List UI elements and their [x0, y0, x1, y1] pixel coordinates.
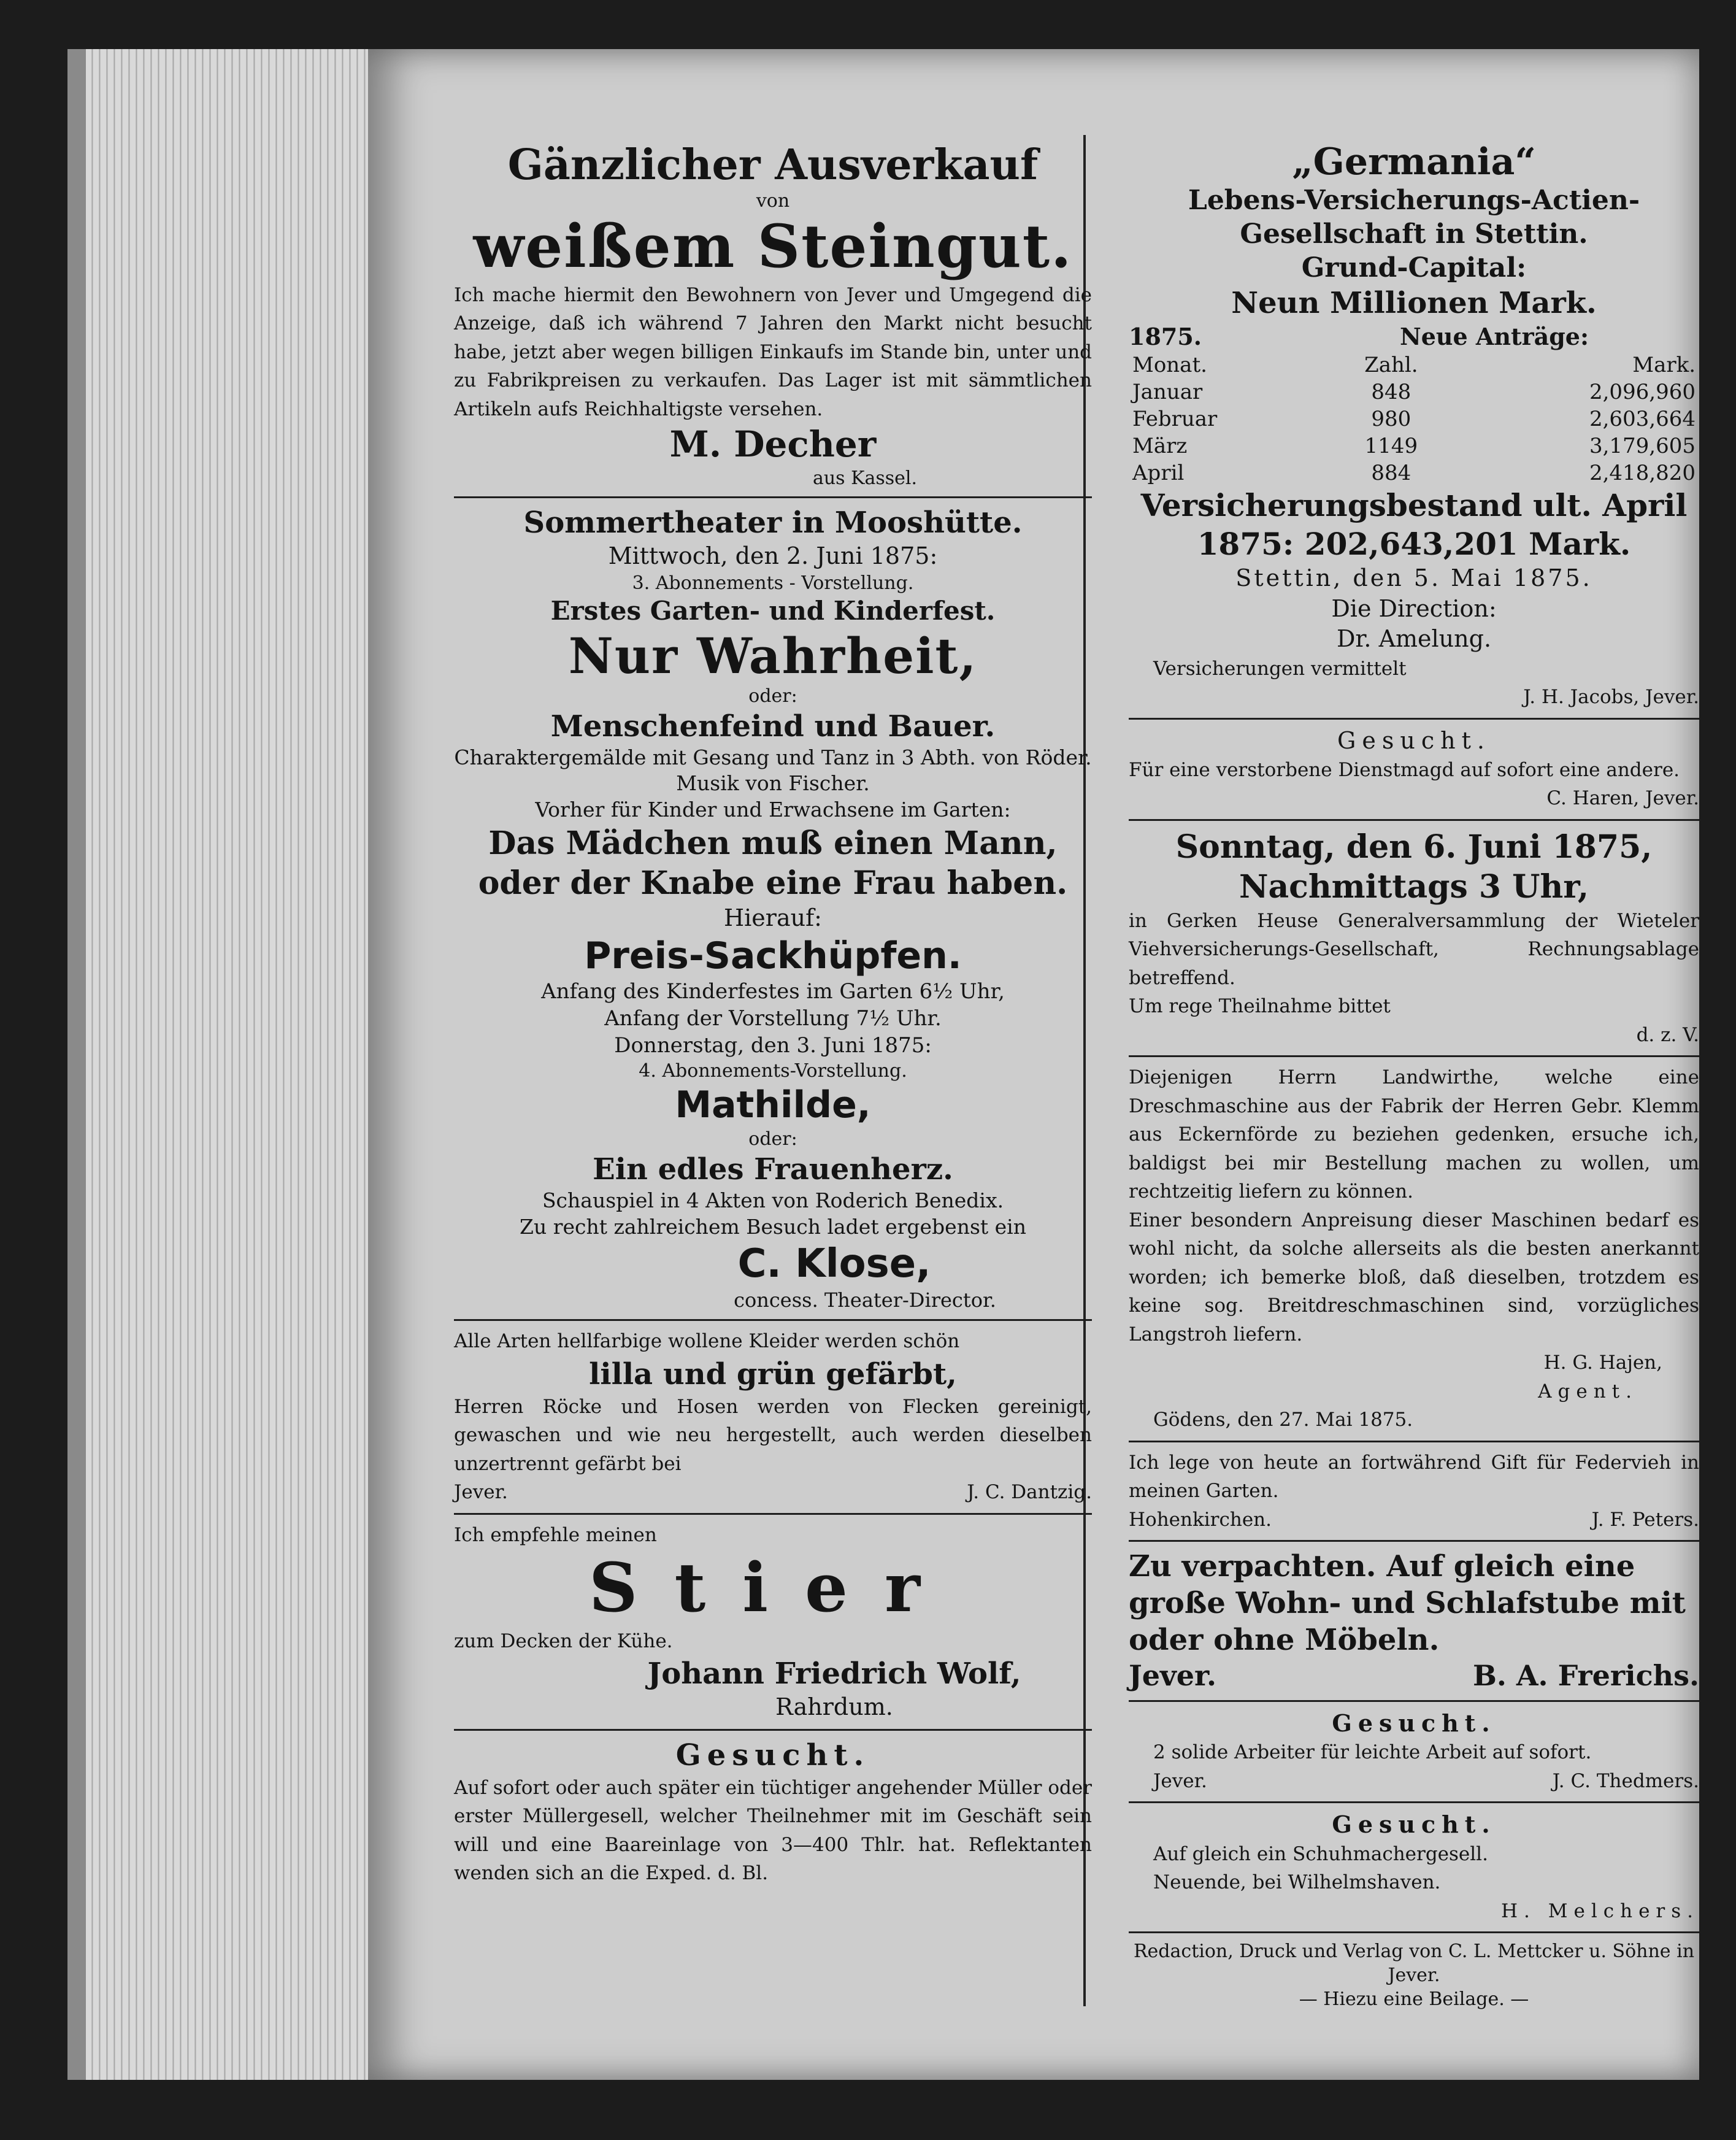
date-line-2: Donnerstag, den 3. Juni 1875: [614, 1033, 932, 1058]
ad-place: Jever. [1153, 1769, 1207, 1792]
ad-place: Jever. [454, 1481, 508, 1504]
divider [1129, 1055, 1699, 1057]
table-cell: April [1132, 461, 1185, 486]
table-cell: 848 [1371, 380, 1411, 405]
divider [1129, 1931, 1699, 1933]
ad-connector: von [756, 190, 790, 212]
ad-title: Sonntag, den 6. Juni 1875, Nachmittags 3 Uhr, [1175, 828, 1653, 906]
start-time-2: Anfang der Vorstellung 7½ Uhr. [604, 1006, 942, 1031]
divider [454, 1729, 1092, 1731]
ad-steingut [454, 141, 1092, 490]
ad-name: C. Haren, Jever. [1546, 787, 1699, 810]
ad-gesucht-arbeiter [1129, 1708, 1699, 1795]
ad-title: Gesucht. [675, 1738, 870, 1772]
ad-text: Diejenigen Herrn Landwirthe, welche eine Dreschmaschine aus der Fabrik der Herren Gebr. Klemm aus Eckernförde zu beziehen gedenken, ersuche ich, baldigst bei mir Bestellung machen zu wollen, um rechtzeitig liefern zu können. [1129, 1066, 1699, 1203]
table-row [1129, 379, 1699, 406]
table-cell: Januar [1132, 380, 1203, 405]
table-cell: 2,096,960 [1589, 380, 1696, 405]
right-column [1129, 141, 1699, 2011]
divider [1129, 1801, 1699, 1803]
ad-name: M. Decher [669, 423, 877, 466]
divider [454, 1319, 1092, 1321]
capital-value: Neun Millionen Mark. [1231, 286, 1597, 320]
table-row [1129, 406, 1699, 433]
table-cell: Februar [1132, 407, 1218, 432]
ad-name: J. C. Thedmers. [1552, 1769, 1699, 1792]
ad-intro: Ich empfehle meinen [454, 1523, 657, 1546]
oder-line: oder: [748, 685, 797, 707]
ad-signature [1129, 1506, 1699, 1534]
agent-name: J. H. Jacobs, Jever. [1523, 686, 1699, 709]
ad-germania [1129, 141, 1699, 712]
show-title-2: Preis-Sackhüpfen. [584, 934, 962, 977]
ad-text: 2 solide Arbeiter für leichte Arbeit auf sofort. [1153, 1741, 1592, 1764]
ad-title: Gänzlicher Ausverkauf [507, 140, 1039, 190]
ad-signature [454, 1478, 1092, 1507]
director-name: C. Klose, [737, 1241, 931, 1287]
table-row [1129, 460, 1699, 487]
director-name: Dr. Amelung. [1336, 625, 1492, 653]
director-role: concess. Theater-Director. [734, 1288, 996, 1312]
divider [1129, 1441, 1699, 1442]
table-cell: 980 [1371, 407, 1411, 432]
newspaper-page [368, 49, 1699, 2080]
play-description-2: Schauspiel in 4 Akten von Roderich Benedix. [542, 1188, 1004, 1213]
ad-subtitle: Lebens-Versicherungs-Actien-Gesellschaft in Stettin. [1188, 185, 1640, 250]
stats-header [1129, 321, 1699, 352]
ad-subtitle: weißem Steingut. [473, 212, 1073, 282]
book-page-edges [67, 49, 399, 2080]
ad-closing: Um rege Theilnahme bittet [1129, 995, 1391, 1018]
before-line: Vorher für Kinder und Erwachsene im Garten: [535, 798, 1011, 822]
ad-gesucht-magd [1129, 726, 1699, 813]
play-title-2: Mathilde, [675, 1083, 871, 1127]
dateline: Stettin, den 5. Mai 1875. [1235, 564, 1592, 592]
play-subtitle-2: Ein edles Frauenherz. [593, 1152, 953, 1187]
ad-versammlung [1129, 827, 1699, 1050]
ad-signature [1129, 1767, 1699, 1796]
ad-text: Auf gleich ein Schuhmachergesell. [1153, 1842, 1488, 1865]
ad-dateline: Gödens, den 27. Mai 1875. [1153, 1409, 1413, 1431]
capital-label: Grund-Capital: [1301, 252, 1527, 283]
ad-headline: lilla und grün gefärbt, [589, 1357, 957, 1391]
ad-verpachten [1129, 1548, 1699, 1694]
column-header: Zahl. [1364, 353, 1418, 378]
ad-text: Für eine verstorbene Dienstmagd auf sofort eine andere. [1129, 758, 1680, 781]
table-cell: 884 [1371, 461, 1411, 486]
ad-text-2: Einer besondern Anpreisung dieser Maschinen bedarf es wohl nicht, da solche allerseits als die besten anerkannt worden; ich bemerke bloß, daß dieselben, trotzdem es keine sog. Breitdreschmaschinen sind, vorzügliches Langstroh liefern. [1129, 1209, 1699, 1345]
stock-line: Versicherungsbestand ult. April 1875: 202,643,201 Mark. [1140, 487, 1688, 562]
divider [1129, 819, 1699, 821]
ad-name: H. G. Hajen, [1543, 1352, 1662, 1374]
ad-text: Auf sofort oder auch später ein tüchtiger angehender Müller oder erster Müllergesell, welcher Theilnehmer mit im Geschäft sein will und eine Baareinlage von 3—400 Thlr. hat. Reflektanten wenden sich an die Exped. d. Bl. [454, 1776, 1092, 1885]
invite-line: Zu recht zahlreichem Besuch ladet ergebenst ein [520, 1215, 1026, 1239]
oder-line-2: oder: [748, 1128, 797, 1150]
imprint [1129, 1939, 1699, 2011]
ad-text: in Gerken Heuse Generalversammlung der Wieteler Viehversicherungs-Gesellschaft, Rechnungsablage betreffend. [1129, 909, 1699, 989]
table-cell: 3,179,605 [1589, 434, 1696, 459]
ad-origin: aus Kassel. [812, 467, 918, 489]
ad-title: Gesucht. [1337, 726, 1491, 754]
show-title: Das Mädchen muß einen Mann, oder der Knabe eine Frau haben. [478, 825, 1068, 903]
date-line: Mittwoch, den 2. Juni 1875: [608, 542, 938, 569]
table-cell: März [1132, 434, 1188, 459]
divider [1129, 718, 1699, 720]
performance-line: 3. Abonnements - Vorstellung. [632, 572, 914, 595]
ad-title: Gesucht. [1332, 1811, 1496, 1839]
stats-label: Neue Anträge: [1399, 323, 1589, 350]
ad-name: H. Melchers. [1501, 1899, 1699, 1922]
divider [454, 1513, 1092, 1515]
agent-label: Versicherungen vermittelt [1153, 657, 1407, 680]
ad-text-2: Herren Röcke und Hosen werden von Flecken gereinigt, gewaschen und wie neu hergestellt, auch werden dieselben unzertrennt gefärbt bei [454, 1395, 1092, 1475]
left-column [454, 141, 1092, 1888]
ad-dreschmaschine [1129, 1063, 1699, 1434]
ad-headline: Zu verpachten. Auf gleich eine große Wohn- und Schlafstube mit oder ohne Möbeln. [1129, 1549, 1686, 1658]
stats-year: 1875. [1129, 323, 1202, 350]
ad-title: Sommertheater in Mooshütte. [523, 505, 1023, 540]
ad-name: J. F. Peters. [1591, 1508, 1699, 1531]
ad-title: „Germania“ [1292, 140, 1536, 183]
imprint-line: Redaction, Druck und Verlag von C. L. Mettcker u. Söhne in Jever. [1133, 1941, 1695, 1987]
ad-gesucht-mueller [454, 1737, 1092, 1888]
ad-text: Ich lege von heute an fortwährend Gift für Federvieh in meinen Garten. [1129, 1451, 1699, 1503]
ad-place: Hohenkirchen. [1129, 1508, 1272, 1531]
stats-table [1129, 352, 1699, 487]
ad-title: Gesucht. [1332, 1709, 1496, 1737]
ad-name: B. A. Frerichs. [1472, 1659, 1699, 1693]
ad-headline: Stier [589, 1548, 957, 1628]
ad-place: Jever. [1129, 1659, 1217, 1693]
direction-label: Die Direction: [1331, 595, 1497, 622]
fest-line: Erstes Garten- und Kinderfest. [550, 596, 996, 626]
hierauf-line: Hierauf: [724, 904, 822, 932]
ad-text: Ich mache hiermit den Bewohnern von Jever und Umgegend die Anzeige, daß ich während 7 Jahren den Markt nicht besucht habe, jetzt aber wegen billigen Einkaufs im Stande bin, unter und zu Fabrikpreisen zu verkaufen. Das Lager ist mit sämmtlichen Artikeln aufs Reichhaltigste versehen. [454, 283, 1092, 420]
ad-text-2: Neuende, bei Wilhelmshaven. [1153, 1871, 1441, 1894]
ad-sign: d. z. V. [1636, 1023, 1699, 1046]
table-cell: 1149 [1364, 434, 1418, 459]
table-header-row [1129, 352, 1699, 379]
ad-name: J. C. Dantzig. [967, 1481, 1092, 1504]
ad-gift [1129, 1449, 1699, 1534]
ad-role: Agent. [1538, 1380, 1638, 1403]
table-cell: 2,418,820 [1589, 461, 1696, 486]
ad-name: Johann Friedrich Wolf, [647, 1657, 1021, 1692]
imprint-supplement: — Hiezu eine Beilage. — [1299, 1988, 1529, 2011]
ad-dyeing [454, 1327, 1092, 1507]
column-header: Mark. [1632, 353, 1696, 378]
ad-signature [1129, 1658, 1699, 1694]
play-description: Charaktergemälde mit Gesang und Tanz in 3 Abth. von Röder. Musik von Fischer. [454, 745, 1092, 796]
divider [1129, 1540, 1699, 1542]
divider [454, 496, 1092, 498]
ad-place: Rahrdum. [775, 1693, 893, 1721]
column-header: Monat. [1132, 353, 1207, 378]
start-time-1: Anfang des Kinderfestes im Garten 6½ Uhr, [541, 979, 1005, 1004]
divider [1129, 1700, 1699, 1702]
table-row [1129, 433, 1699, 460]
ad-theater [454, 504, 1092, 1314]
ad-purpose: zum Decken der Kühe. [454, 1630, 673, 1652]
play-title: Nur Wahrheit, [568, 626, 978, 685]
performance-line-2: 4. Abonnements-Vorstellung. [639, 1060, 907, 1082]
table-cell: 2,603,664 [1589, 407, 1696, 432]
ad-stier [454, 1521, 1092, 1723]
play-subtitle: Menschenfeind und Bauer. [550, 709, 996, 744]
ad-gesucht-schuhmacher [1129, 1809, 1699, 1925]
ad-text: Alle Arten hellfarbige wollene Kleider werden schön [454, 1330, 960, 1353]
